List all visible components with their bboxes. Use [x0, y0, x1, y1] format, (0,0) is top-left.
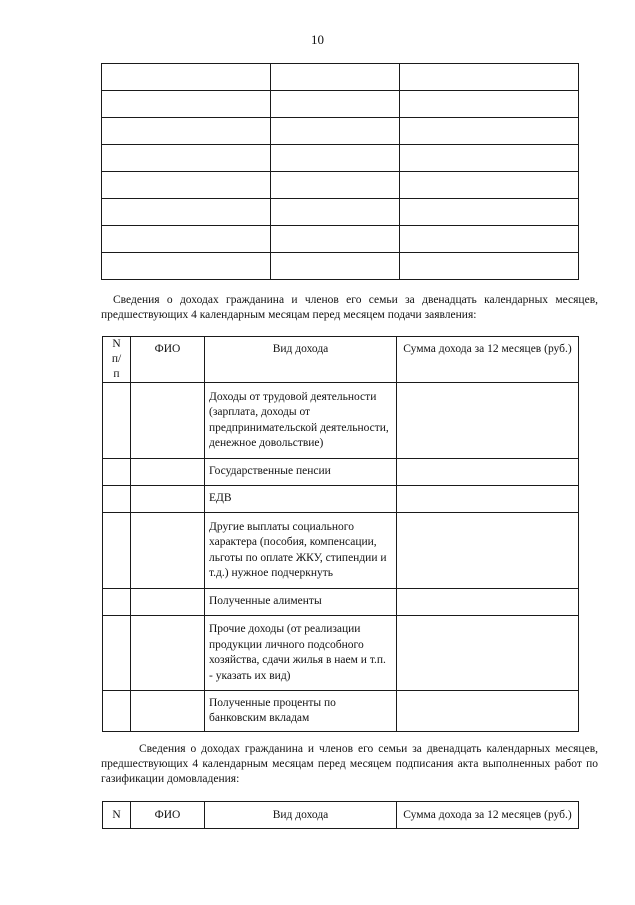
kind-cell: Прочие доходы (от реализации продукции личного подсобного хозяйства, сдачи жилья в наем и т.п. - указать их вид): [205, 616, 397, 691]
table-cell: [102, 91, 271, 118]
sum-cell: [397, 589, 579, 616]
income-row: [103, 691, 579, 732]
table-cell: [400, 118, 579, 145]
header-sum: Сумма дохода за 12 месяцев (руб.): [397, 337, 579, 383]
table-row: [102, 91, 579, 118]
header-fio: ФИО: [131, 337, 205, 383]
table-row: [102, 199, 579, 226]
table-cell: [400, 64, 579, 91]
income-table-header-row: [103, 337, 579, 383]
sum-cell: [397, 486, 579, 513]
fio-cell: [131, 459, 205, 486]
income-intro-text: Сведения о доходах гражданина и членов его семьи за двенадцать календарных месяцев, предшествующих 4 календарным месяцам перед месяцем подачи заявления:: [101, 294, 598, 321]
continued-table: [101, 63, 579, 280]
kind-cell: Другие выплаты социального характера (пособия, компенсации, льготы по оплате ЖКУ, стипендии и т.д.) нужное подчеркнуть: [205, 513, 397, 589]
table-cell: [271, 91, 400, 118]
table-cell: [102, 64, 271, 91]
kind-cell: Полученные проценты по банковским вкладам: [205, 691, 397, 732]
sum-cell: [397, 616, 579, 691]
header-kind: Вид дохода: [205, 337, 397, 383]
kind-cell: Полученные алименты: [205, 589, 397, 616]
fio-cell: [131, 486, 205, 513]
table-cell: [400, 172, 579, 199]
table-cell: [400, 226, 579, 253]
table-row: [102, 118, 579, 145]
table-cell: [102, 253, 271, 280]
kind-cell: Доходы от трудовой деятельности (зарплата, доходы от предпринимательской деятельности, денежное довольствие): [205, 383, 397, 459]
table-cell: [271, 253, 400, 280]
table-cell: [271, 118, 400, 145]
table-cell: [400, 253, 579, 280]
income-row: [103, 459, 579, 486]
table-cell: [271, 145, 400, 172]
table-cell: [271, 64, 400, 91]
income-intro-paragraph-2: [101, 742, 598, 787]
fio-cell: [131, 616, 205, 691]
table-cell: [271, 226, 400, 253]
num-cell: [103, 383, 131, 459]
fio-cell: [131, 513, 205, 589]
income-intro-paragraph: [101, 293, 598, 323]
header2-num: N: [103, 802, 131, 829]
sum-cell: [397, 383, 579, 459]
income-row: [103, 383, 579, 459]
header2-kind: Вид дохода: [205, 802, 397, 829]
table-cell: [400, 91, 579, 118]
kind-cell: Государственные пенсии: [205, 459, 397, 486]
table-cell: [102, 172, 271, 199]
income-table-2-header-row: [103, 802, 579, 829]
num-cell: [103, 459, 131, 486]
income-row: [103, 513, 579, 589]
num-cell: [103, 513, 131, 589]
table-cell: [102, 145, 271, 172]
num-cell: [103, 486, 131, 513]
header-num: N п/п: [103, 337, 131, 383]
income-intro-text-2: Сведения о доходах гражданина и членов его семьи за двенадцать календарных месяцев, предшествующих 4 календарным месяцам перед месяцем подписания акта выполненных работ по газификации домовладения:: [101, 743, 598, 785]
table-cell: [102, 199, 271, 226]
sum-cell: [397, 513, 579, 589]
fio-cell: [131, 383, 205, 459]
income-row: [103, 616, 579, 691]
table-cell: [102, 118, 271, 145]
income-row: [103, 486, 579, 513]
kind-cell: ЕДВ: [205, 486, 397, 513]
num-cell: [103, 616, 131, 691]
income-table: [102, 336, 579, 732]
income-table-2: [102, 801, 579, 829]
table-cell: [271, 172, 400, 199]
num-cell: [103, 691, 131, 732]
fio-cell: [131, 589, 205, 616]
header2-fio: ФИО: [131, 802, 205, 829]
table-cell: [400, 145, 579, 172]
table-row: [102, 145, 579, 172]
page-number: 10: [311, 32, 324, 47]
table-row: [102, 253, 579, 280]
table-row: [102, 172, 579, 199]
sum-cell: [397, 691, 579, 732]
table-cell: [102, 226, 271, 253]
income-row: [103, 589, 579, 616]
header2-sum: Сумма дохода за 12 месяцев (руб.): [397, 802, 579, 829]
fio-cell: [131, 691, 205, 732]
table-cell: [271, 199, 400, 226]
num-cell: [103, 589, 131, 616]
table-cell: [400, 199, 579, 226]
sum-cell: [397, 459, 579, 486]
table-row: [102, 226, 579, 253]
table-row: [102, 64, 579, 91]
